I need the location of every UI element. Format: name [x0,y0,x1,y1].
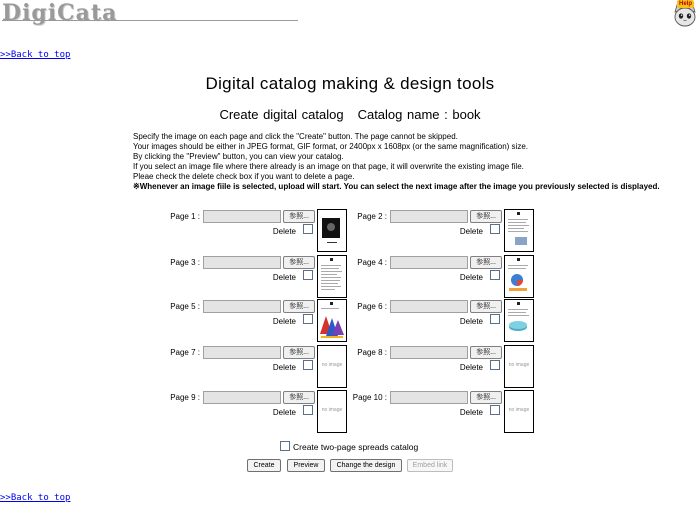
delete-label: Delete [459,408,483,417]
page-file-input[interactable] [390,210,468,223]
help-label: Help [678,1,692,7]
page-row [160,256,350,301]
page-thumbnail [317,345,347,388]
help-button[interactable] [671,0,699,28]
browse-button[interactable]: 参照... [283,300,315,313]
page-file-input[interactable] [203,391,281,404]
page-file-input[interactable] [390,346,468,359]
browse-button[interactable]: 参照... [470,256,502,269]
thumbnail-image [505,282,533,298]
page-label: Page 7 : [170,348,200,357]
no-image-text: no image [321,407,343,413]
thumbnail-image [505,236,533,252]
page-label: Page 10 : [352,393,387,402]
delete-label: Delete [459,273,483,282]
browse-button[interactable]: 参照... [470,391,502,404]
page-row [347,391,537,436]
delete-checkbox[interactable] [303,224,313,234]
page-title: Digital catalog making & design tools [205,74,495,93]
browse-button[interactable]: 参照... [283,256,315,269]
thumbnail-image [318,326,346,342]
page-thumbnail [317,390,347,433]
page-thumbnail [317,255,347,298]
spread-label: Create two-page spreads catalog [293,442,419,452]
thumbnail-image [318,236,346,252]
delete-checkbox[interactable] [303,360,313,370]
page-thumbnail [317,209,347,252]
instruction-line: Your images should be either in JPEG format, GIF format, or 2400px x 1608px (or the same magnification) size. [133,142,529,151]
thumbnail-image [318,282,346,298]
page-label: Page 6 : [357,302,387,311]
instructions [133,132,678,192]
browse-button[interactable]: 参照... [470,346,502,359]
page-thumbnail [504,255,534,298]
page-thumbnail [504,209,534,252]
page-file-input[interactable] [390,391,468,404]
page-file-input[interactable] [390,300,468,313]
page-file-input[interactable] [203,210,281,223]
delete-checkbox[interactable] [490,360,500,370]
page-file-input[interactable] [203,256,281,269]
delete-label: Delete [272,363,296,372]
page-label: Page 2 : [357,212,387,221]
create-button[interactable]: Create [247,459,281,472]
change-design-button[interactable]: Change the design [330,459,402,472]
delete-checkbox[interactable] [303,314,313,324]
page-row [160,300,350,345]
page-label: Page 1 : [170,212,200,221]
page-label: Page 8 : [357,348,387,357]
page-file-input[interactable] [390,256,468,269]
page-row [160,346,350,391]
delete-checkbox[interactable] [490,224,500,234]
page-thumbnail [504,345,534,388]
delete-checkbox[interactable] [303,270,313,280]
browse-button[interactable]: 参照... [283,210,315,223]
browse-button[interactable]: 参照... [283,391,315,404]
page-thumbnail [504,299,534,342]
instruction-line: By clicking the "Preview" button, you can view your catalog. [133,152,344,161]
browse-button[interactable]: 参照... [470,300,502,313]
page-thumbnail [504,390,534,433]
back-to-top-link-bottom[interactable]: >>Back to top [0,493,71,503]
page-row [160,391,350,436]
page-thumbnail [317,299,347,342]
instruction-line: If you select an image file where there already is an image on that page, it will overwrite the existing image file. [133,162,524,171]
page-label: Page 5 : [170,302,200,311]
instruction-line: Pleae check the delete check box if you want to delete a page. [133,172,355,181]
upload-warning: ※Whenever an image fiile is selected, upload will start. You can select the next image after the image you previously selected is displayed. [133,182,660,191]
page-label: Page 3 : [170,258,200,267]
no-image-text: no image [508,362,530,368]
preview-button[interactable]: Preview [287,459,325,472]
page-label: Page 4 : [357,258,387,267]
logo-underline [2,20,298,21]
delete-checkbox[interactable] [490,405,500,415]
catalog-name: Catalog name : book [357,107,481,122]
page-row [347,300,537,345]
page-row [347,346,537,391]
page-file-input[interactable] [203,300,281,313]
create-catalog-heading: Create digital catalog [219,107,344,122]
back-to-top-link[interactable]: >>Back to top [0,50,71,60]
embed-link-button: Embed link [407,459,453,472]
delete-label: Delete [272,227,296,236]
no-image-text: no image [321,362,343,368]
spread-checkbox[interactable] [280,441,290,451]
browse-button[interactable]: 参照... [283,346,315,359]
thumbnail-image [505,326,533,342]
page-row [160,210,350,255]
page-row [347,210,537,255]
delete-label: Delete [272,408,296,417]
delete-label: Delete [459,363,483,372]
delete-label: Delete [459,317,483,326]
page-label: Page 9 : [170,393,200,402]
instruction-line: Specify the image on each page and click the "Create" button. The page cannot be skipped. [133,132,458,141]
delete-label: Delete [272,317,296,326]
page-row [347,256,537,301]
digicata-logo: DigiCata [2,0,118,26]
browse-button[interactable]: 参照... [470,210,502,223]
delete-label: Delete [459,227,483,236]
page-file-input[interactable] [203,346,281,359]
no-image-text: no image [508,407,530,413]
delete-label: Delete [272,273,296,282]
delete-checkbox[interactable] [303,405,313,415]
delete-checkbox[interactable] [490,314,500,324]
page-subtitle [0,107,700,122]
delete-checkbox[interactable] [490,270,500,280]
